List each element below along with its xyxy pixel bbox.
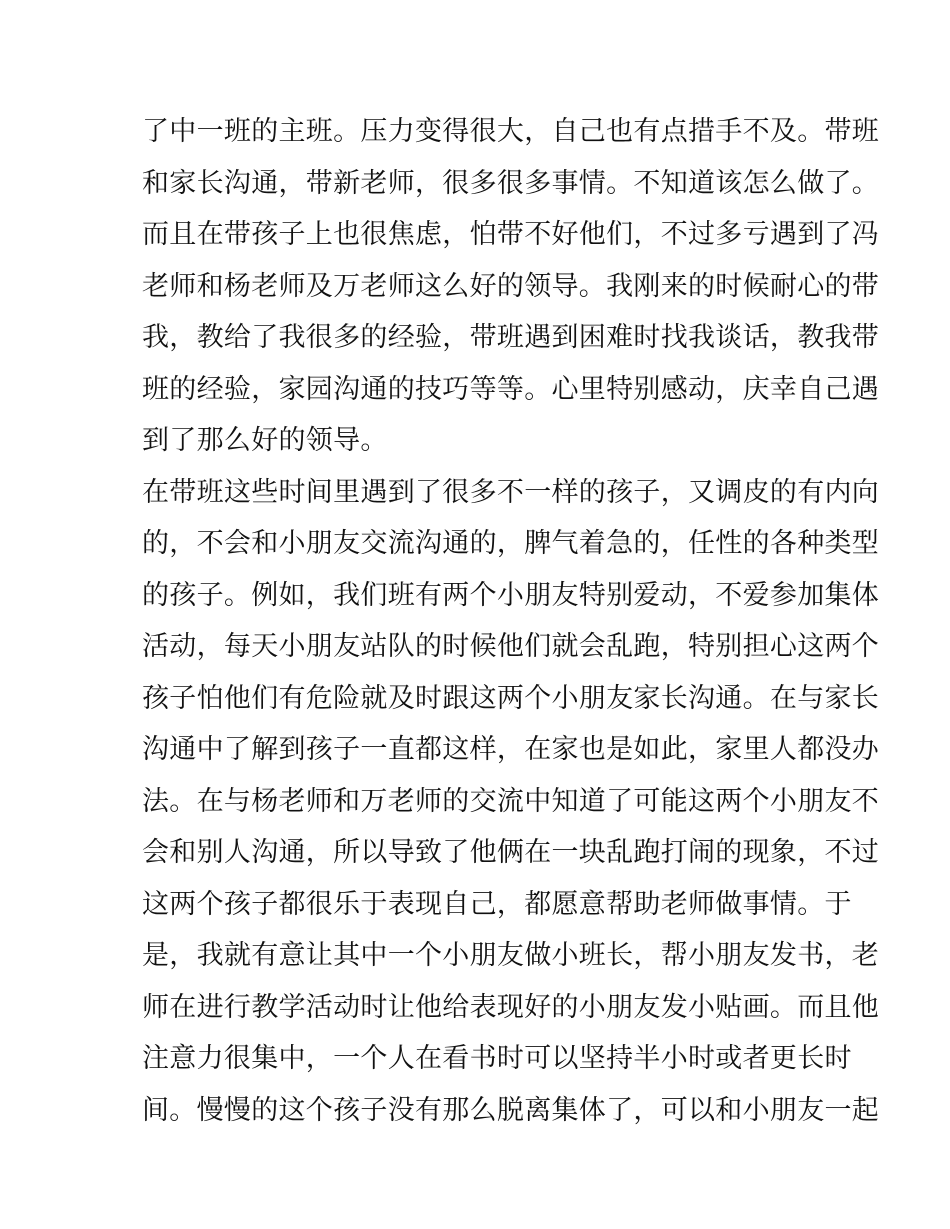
text-line: 沟通中了解到孩子一直都这样，在家也是如此，家里人都没办 <box>142 734 880 765</box>
text-line: 老师和杨老师及万老师这么好的领导。我刚来的时候耐心的带 <box>142 270 880 302</box>
text-line: 这两个孩子都很乐于表现自己，都愿意帮助老师做事情。于 <box>142 888 852 920</box>
text-line: 而且在带孩子上也很焦虑，怕带不好他们，不过多亏遇到了冯 <box>142 219 880 250</box>
text-line: 了中一班的主班。压力变得很大，自己也有点措手不及。带班 <box>142 116 880 147</box>
text-line: 间。慢慢的这个孩子没有那么脱离集体了，可以和小朋友一起 <box>142 1094 880 1126</box>
text-line: 师在进行教学活动时让他给表现好的小朋友发小贴画。而且他 <box>142 991 880 1023</box>
text-line: 和家长沟通，带新老师，很多很多事情。不知道该怎么做了。 <box>142 167 880 199</box>
text-line: 的孩子。例如，我们班有两个小朋友特别爱动，不爱参加集体 <box>142 579 880 611</box>
text-line: 在带班这些时间里遇到了很多不一样的孩子，又调皮的有内向 <box>142 476 880 508</box>
text-line: 法。在与杨老师和万老师的交流中知道了可能这两个小朋友不 <box>142 785 880 817</box>
text-line: 到了那么好的领导。 <box>142 425 388 456</box>
text-line: 活动，每天小朋友站队的时候他们就会乱跑，特别担心这两个 <box>142 631 880 662</box>
text-line: 的，不会和小朋友交流沟通的，脾气着急的，任性的各种类型 <box>142 528 880 559</box>
text-line: 班的经验，家园沟通的技巧等等。心里特别感动，庆幸自己遇 <box>142 373 880 405</box>
text-line: 会和别人沟通，所以导致了他俩在一块乱跑打闹的现象，不过 <box>142 837 880 868</box>
text-line: 是，我就有意让其中一个小朋友做小班长，帮小朋友发书，老 <box>142 940 880 971</box>
document-body <box>142 106 880 1136</box>
text-line: 孩子怕他们有危险就及时跟这两个小朋友家长沟通。在与家长 <box>142 682 880 714</box>
text-line: 注意力很集中，一个人在看书时可以坚持半小时或者更长时 <box>142 1043 852 1074</box>
text-line: 我，教给了我很多的经验，带班遇到困难时找我谈话，教我带 <box>142 322 880 353</box>
